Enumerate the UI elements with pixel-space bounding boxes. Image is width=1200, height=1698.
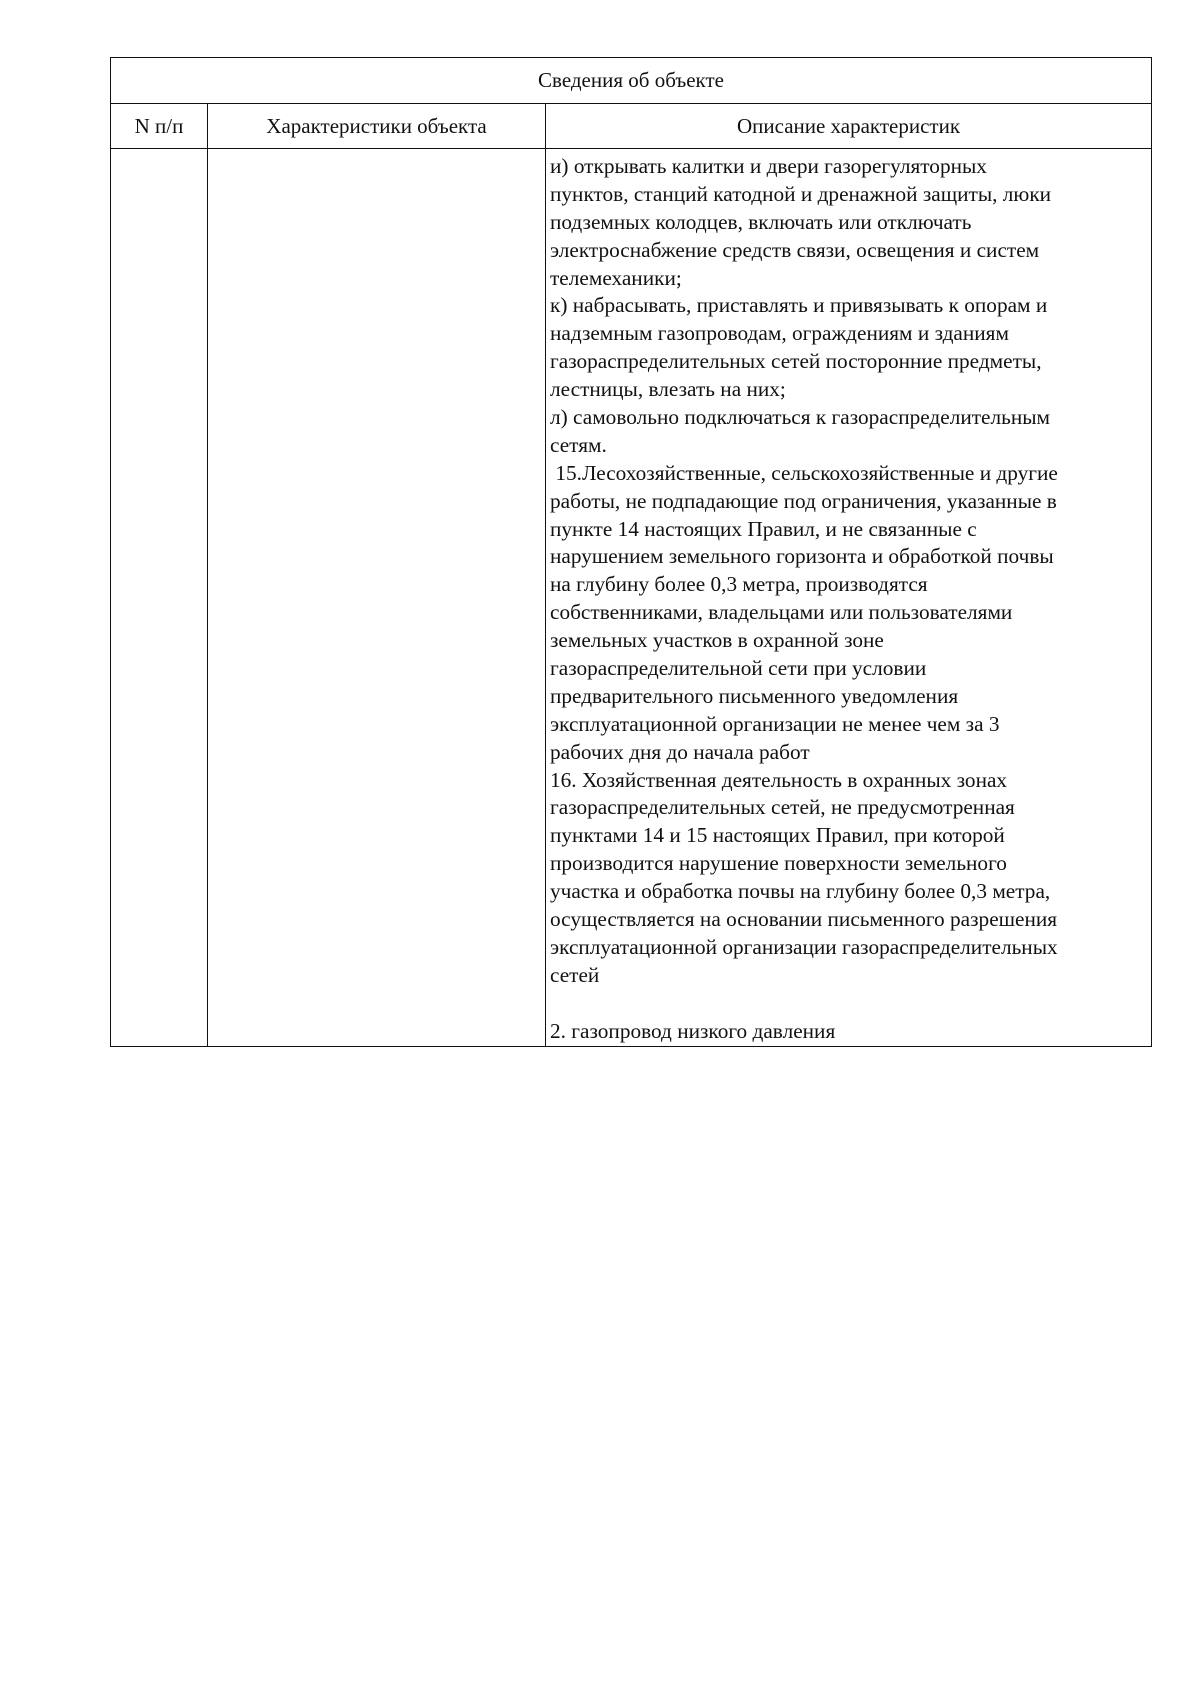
description-line: участка и обработка почвы на глубину более 0,3 метра, (550, 879, 1051, 904)
description-line: производится нарушение поверхности земельного (550, 851, 1007, 876)
description-line: работы, не подпадающие под ограничения, указанные в (550, 488, 1057, 513)
description-line: на глубину более 0,3 метра, производятся (550, 572, 928, 597)
description-line: предварительного письменного уведомления (550, 683, 959, 708)
table-header-row (111, 104, 1152, 149)
description-line: к) набрасывать, приставлять и привязывать к опорам и (550, 293, 1048, 318)
header-number: N п/п (111, 104, 208, 149)
description-line (550, 990, 1147, 1018)
description-line: газораспределительных сетей посторонние предметы, (550, 349, 1042, 374)
description-line: эксплуатационной организации не менее чем за 3 (550, 711, 1000, 736)
row-characteristic-cell (208, 149, 546, 1047)
row-number-cell (111, 149, 208, 1047)
description-line: сетям. (550, 432, 607, 457)
description-line: сетей (550, 962, 600, 987)
description-line: осуществляется на основании письменного разрешения (550, 907, 1058, 932)
object-info-table (110, 57, 1152, 1047)
description-line: пунктами 14 и 15 настоящих Правил, при которой (550, 823, 1005, 848)
description-line: 15.Лесохозяйственные, сельскохозяйственные и другие (550, 460, 1058, 485)
description-line: телемеханики; (550, 265, 682, 290)
description-line: газораспределительных сетей, не предусмотренная (550, 795, 1015, 820)
description-line: 16. Хозяйственная деятельность в охранных зонах (550, 767, 1008, 792)
description-line: электроснабжение средств связи, освещения и систем (550, 237, 1040, 262)
description-line: нарушением земельного горизонта и обработкой почвы (550, 544, 1054, 569)
description-line: л) самовольно подключаться к газораспределительным (550, 405, 1051, 430)
description-line: 2. газопровод низкого давления (550, 1018, 836, 1043)
description-line: пунктов, станций катодной и дренажной защиты, люки (550, 181, 1052, 206)
description-line: эксплуатационной организации газораспределительных (550, 934, 1058, 959)
description-line: газораспределительной сети при условии (550, 656, 927, 681)
description-line: собственниками, владельцами или пользователями (550, 600, 1013, 625)
description-text (546, 149, 1151, 1046)
table-row (111, 149, 1152, 1047)
description-line: надземным газопроводам, ограждениям и зданиям (550, 321, 1009, 346)
row-description-cell (546, 149, 1152, 1047)
table-title: Сведения об объекте (111, 58, 1152, 104)
header-characteristics: Характеристики объекта (208, 104, 546, 149)
header-description: Описание характеристик (546, 104, 1152, 149)
description-line: пункте 14 настоящих Правил, и не связанные с (550, 516, 977, 541)
description-line: и) открывать калитки и двери газорегуляторных (550, 154, 987, 178)
table-title-row (111, 58, 1152, 104)
description-line: земельных участков в охранной зоне (550, 628, 884, 653)
description-line: рабочих дня до начала работ (550, 739, 810, 764)
description-line: лестницы, влезать на них; (550, 377, 786, 402)
description-line: подземных колодцев, включать или отключать (550, 209, 972, 234)
